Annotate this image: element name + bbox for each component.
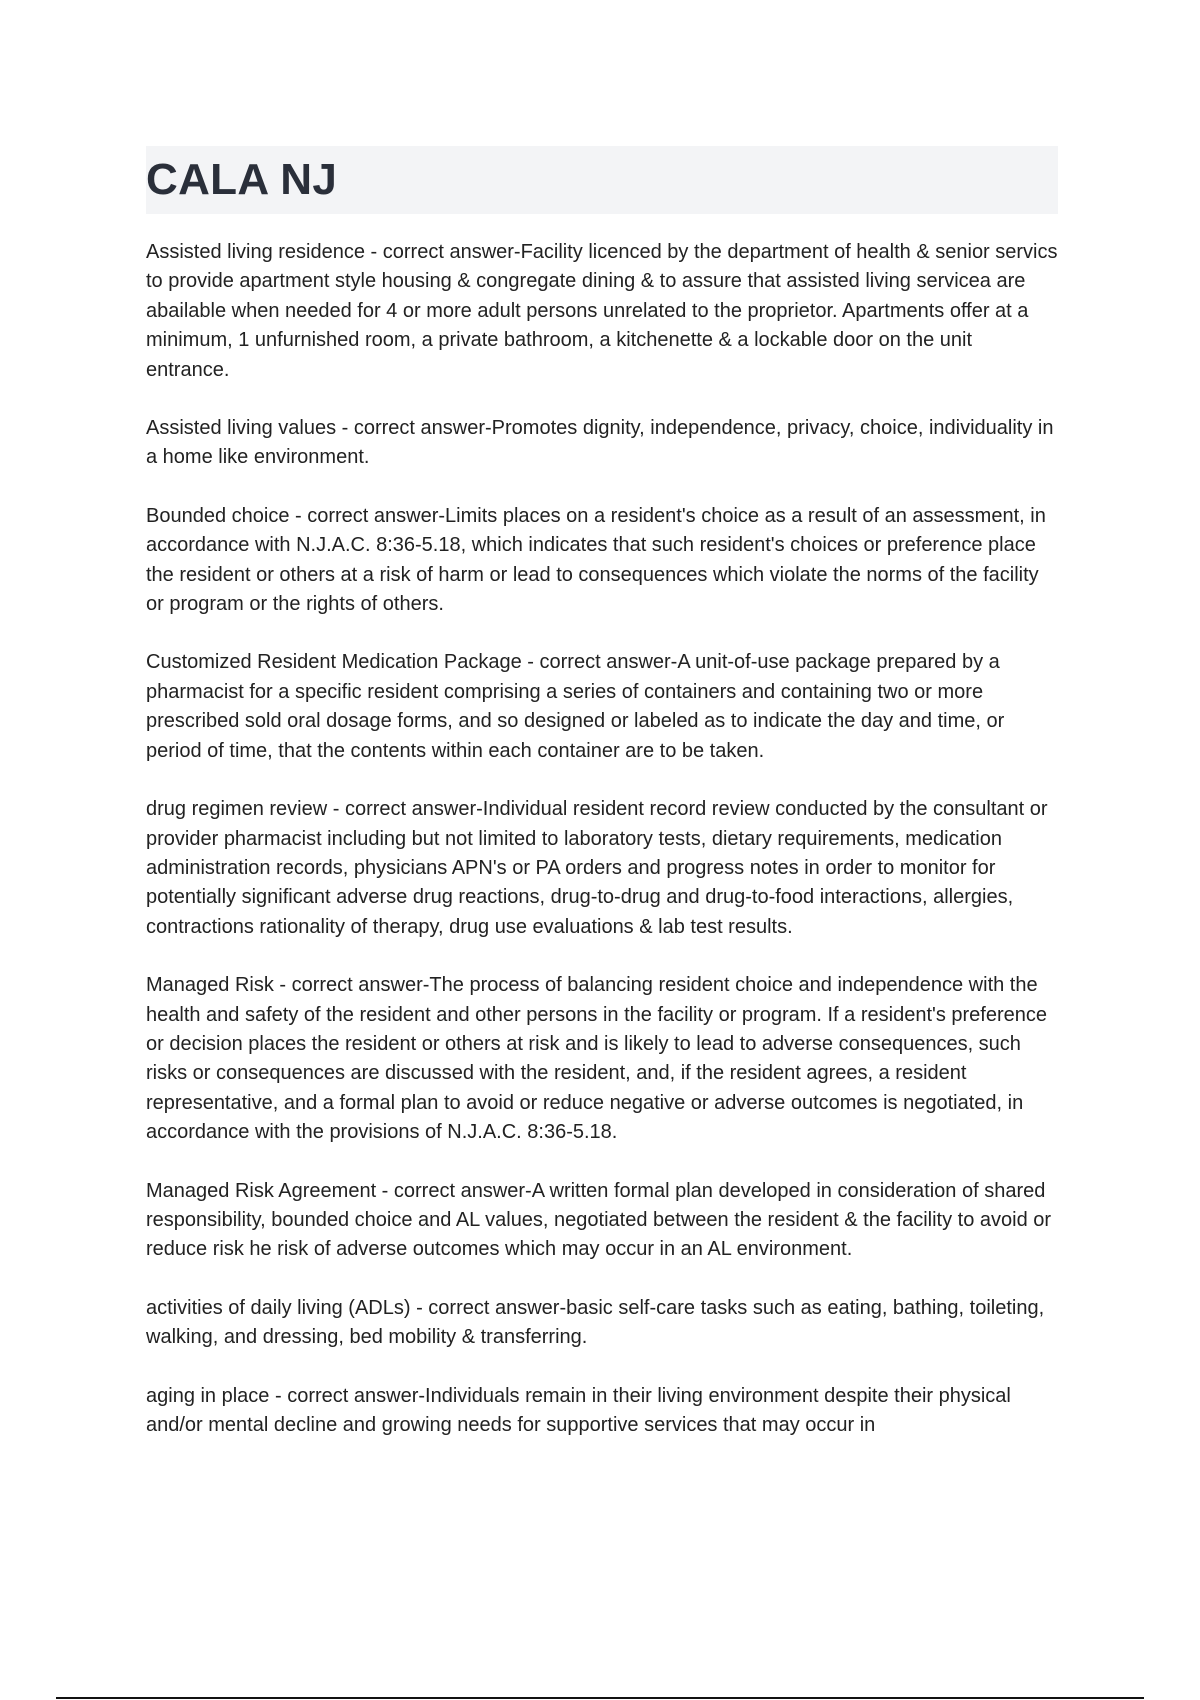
entry-assisted-living-values: Assisted living values - correct answer-Promotes dignity, independence, privacy, choice, individuality in a home like environment. bbox=[146, 417, 1054, 469]
title-band bbox=[146, 146, 1058, 214]
footer-divider bbox=[56, 1697, 1144, 1699]
page-title: CALA NJ bbox=[146, 155, 338, 204]
entry-managed-risk-agreement: Managed Risk Agreement - correct answer-A written formal plan developed in consideration of shared responsibility, bounded choice and AL values, negotiated between the resident & the facility to avoid or reduce risk he risk of adverse outcomes which may occur in an AL environment. bbox=[146, 1179, 1052, 1261]
entry-list bbox=[146, 238, 1058, 1469]
entry-drug-regimen-review: drug regimen review - correct answer-Individual resident record review conducted by the consultant or provider pharmacist including but not limited to laboratory tests, dietary requirements, medication administration records, physicians APN's or PA orders and progress notes in order to monitor for potentially significant adverse drug reactions, drug-to-drug and drug-to-food interactions, allergies, contractions rationality of therapy, drug use evaluations & lab test results. bbox=[146, 798, 1048, 938]
entry-customized-resident-medication-package: Customized Resident Medication Package - correct answer-A unit-of-use package prepared by a pharmacist for a specific resident comprising a series of containers and containing two or more prescribed sold oral dosage forms, and so designed or labeled as to indicate the day and time, or period of time, that the contents within each container are to be taken. bbox=[146, 651, 1005, 762]
entry-activities-of-daily-living: activities of daily living (ADLs) - correct answer-basic self-care tasks such as eating, bathing, toileting, walking, and dressing, bed mobility & transferring. bbox=[146, 1296, 1045, 1349]
entry-assisted-living-residence: Assisted living residence - correct answer-Facility licenced by the department of health & senior servics to provide apartment style housing & congregate dining & to assure that assisted living servicea are abailable when needed for 4 or more adult persons unrelated to the proprietor. Apartments offer at a minimum, 1 unfurnished room, a private bathroom, a kitchenette & a lockable door on the unit entrance. bbox=[146, 241, 1058, 381]
entry-managed-risk: Managed Risk - correct answer-The process of balancing resident choice and independence with the health and safety of the resident and other persons in the facility or program. If a resident's preference or decision places the resident or others at risk and is likely to lead to adverse consequences, such risks or consequences are discussed with the resident, and, if the resident agrees, a resident representative, and a formal plan to avoid or reduce negative or adverse outcomes is negotiated, in accordance with the provisions of N.J.A.C. 8:36-5.18. bbox=[146, 974, 1047, 1144]
entry-aging-in-place: aging in place - correct answer-Individuals remain in their living environment despite their physical and/or mental decline and growing needs for supportive services that may occur in bbox=[146, 1384, 1011, 1436]
entry-bounded-choice: Bounded choice - correct answer-Limits places on a resident's choice as a result of an assessment, in accordance with N.J.A.C. 8:36-5.18, which indicates that such resident's choices or preference place the resident or others at a risk of harm or lead to consequences which violate the norms of the facility or program or the rights of others. bbox=[146, 504, 1046, 616]
